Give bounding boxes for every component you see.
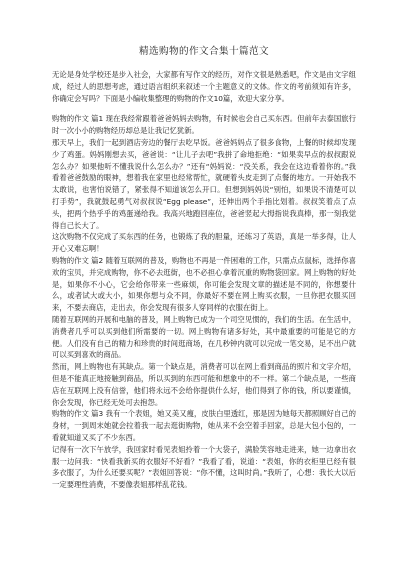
paragraph: 那天早上，我们一起到酒店旁边的餐厅去吃早饭。爸爸妈妈点了很多食物，上餐的时候却发现少了鸡蛋。妈妈刚想去买，爸爸说：“让儿子去吧”我拼了命地拒绝：“如果卖早点的叔叔跟说怎么办？如果他听不懂我说什么怎么办？”还有“妈妈说：“没关系，我会在这边看着你的。”我看着爸爸鼓励的眼神，想着我在家里也经常帮忙，就硬着头皮走到了点餐的地方。一开始我不太敢说，也害怕说错了，紧张得不知道该怎么开口。但想到妈妈说“别怕，如果说不清楚可以打手势”，我就鼓起勇气对叔叔说“Egg please”，还伸出两个手指比划着。叔叔笑着点了点头，把两个热乎乎的鸡蛋递给我。我高兴地跑回座位，爸爸竖起大拇指说我真棒，那一刻我觉得自己长大了。 bbox=[52, 137, 356, 230]
paragraph: 然而，网上购物也有其缺点。第一个缺点是，消费者可以在网上看到商品的照片和文字介绍，但是不能真正地接触到商品，所以买到的东西可能和想象中的不一样。第二个缺点是，一些商店在互联网上没有信誉，他们将永远不会给你提供什么好，他们得到了你的钱，所以要谨慎，你会发现，你已经无处可去抱怨。 bbox=[52, 362, 356, 407]
paragraph: 购物的作文 篇1 现在我经常跟着爸爸妈妈去购物，有时候也会自己买东西。但前年去泰国旅行时一次小小的购物经历却总是让我记忆犹新。 bbox=[52, 114, 356, 136]
document-title: 精选购物的作文合集十篇范文 bbox=[139, 46, 269, 57]
paragraph: 购物的作文 篇3 我有一个表姐，她又美又瘦，皮肤白里透红，那是因为她每天都照顾好自己的身材，一到周末她就会拉着我一起去逛街购物，她从来不会空着手回家，总是大包小包的，一看就知道又买了不少东西。 bbox=[52, 409, 356, 442]
paragraph: 记得有一次下午放学，我回家时看见表姐拎着一个大袋子，满脸笑容地走进来，她一边拿出衣服一边问我：“快看我新买的衣服好不好看？”我看了看，说道：“表姐，你的衣柜里已经有很多衣服了，为什么还要买呢？”表姐回答说：“你不懂，这叫时尚。”我听了，心想：我长大以后一定要理性消费，不要像表姐那样乱花钱。 bbox=[52, 444, 356, 490]
paragraph: 无论是身处学校还是步入社会，大家都有写作文的经历，对作文很是熟悉吧，作文是由文字组成，经过人的思想考虑，通过语言组织来叙述一个主题意义的文体。作文的考前须知有许多，你确定会写吗？下面是小编收集整理的购物的作文10篇，欢迎大家分享。 bbox=[52, 70, 356, 103]
paragraph: 随着互联网的开展和电脑的普及，网上购物已成为一个司空见惯的，我们的生活。在生活中，消费者几乎可以买到他们所需要的一切。网上购物有诸多好处，其中最重要的可能是它的方便。人们没有自己的精力和珍贵的时间逛商场，在几秒钟内就可以完成一笔交易，足不出户就可以买到喜欢的商品。 bbox=[52, 314, 356, 360]
paragraph: 这次购物不仅完成了买东西的任务，也锻炼了我的胆量，还练习了英语，真是一举多得，让人开心又难忘啊！ bbox=[52, 232, 356, 254]
paragraph: 购物的作文 篇2 随着互联网的普及，购物也不再是一件困难的工作，只需点点鼠标，选择你喜欢的宝贝，并完成购物，你不必去逛街，也不必担心拿着沉重的购物袋回家。网上购物的好处是，如果你不小心，它会给你带来一些麻烦，你可能会发现文章的描述是不同的，你想要什么，或者试大或大小，如果你想与众不同，你最好不要在网上购买衣服，一旦你把衣服买回来，不要去商店，走出去，你会发现有很多人穿同样的衣服在街上。 bbox=[52, 255, 356, 313]
